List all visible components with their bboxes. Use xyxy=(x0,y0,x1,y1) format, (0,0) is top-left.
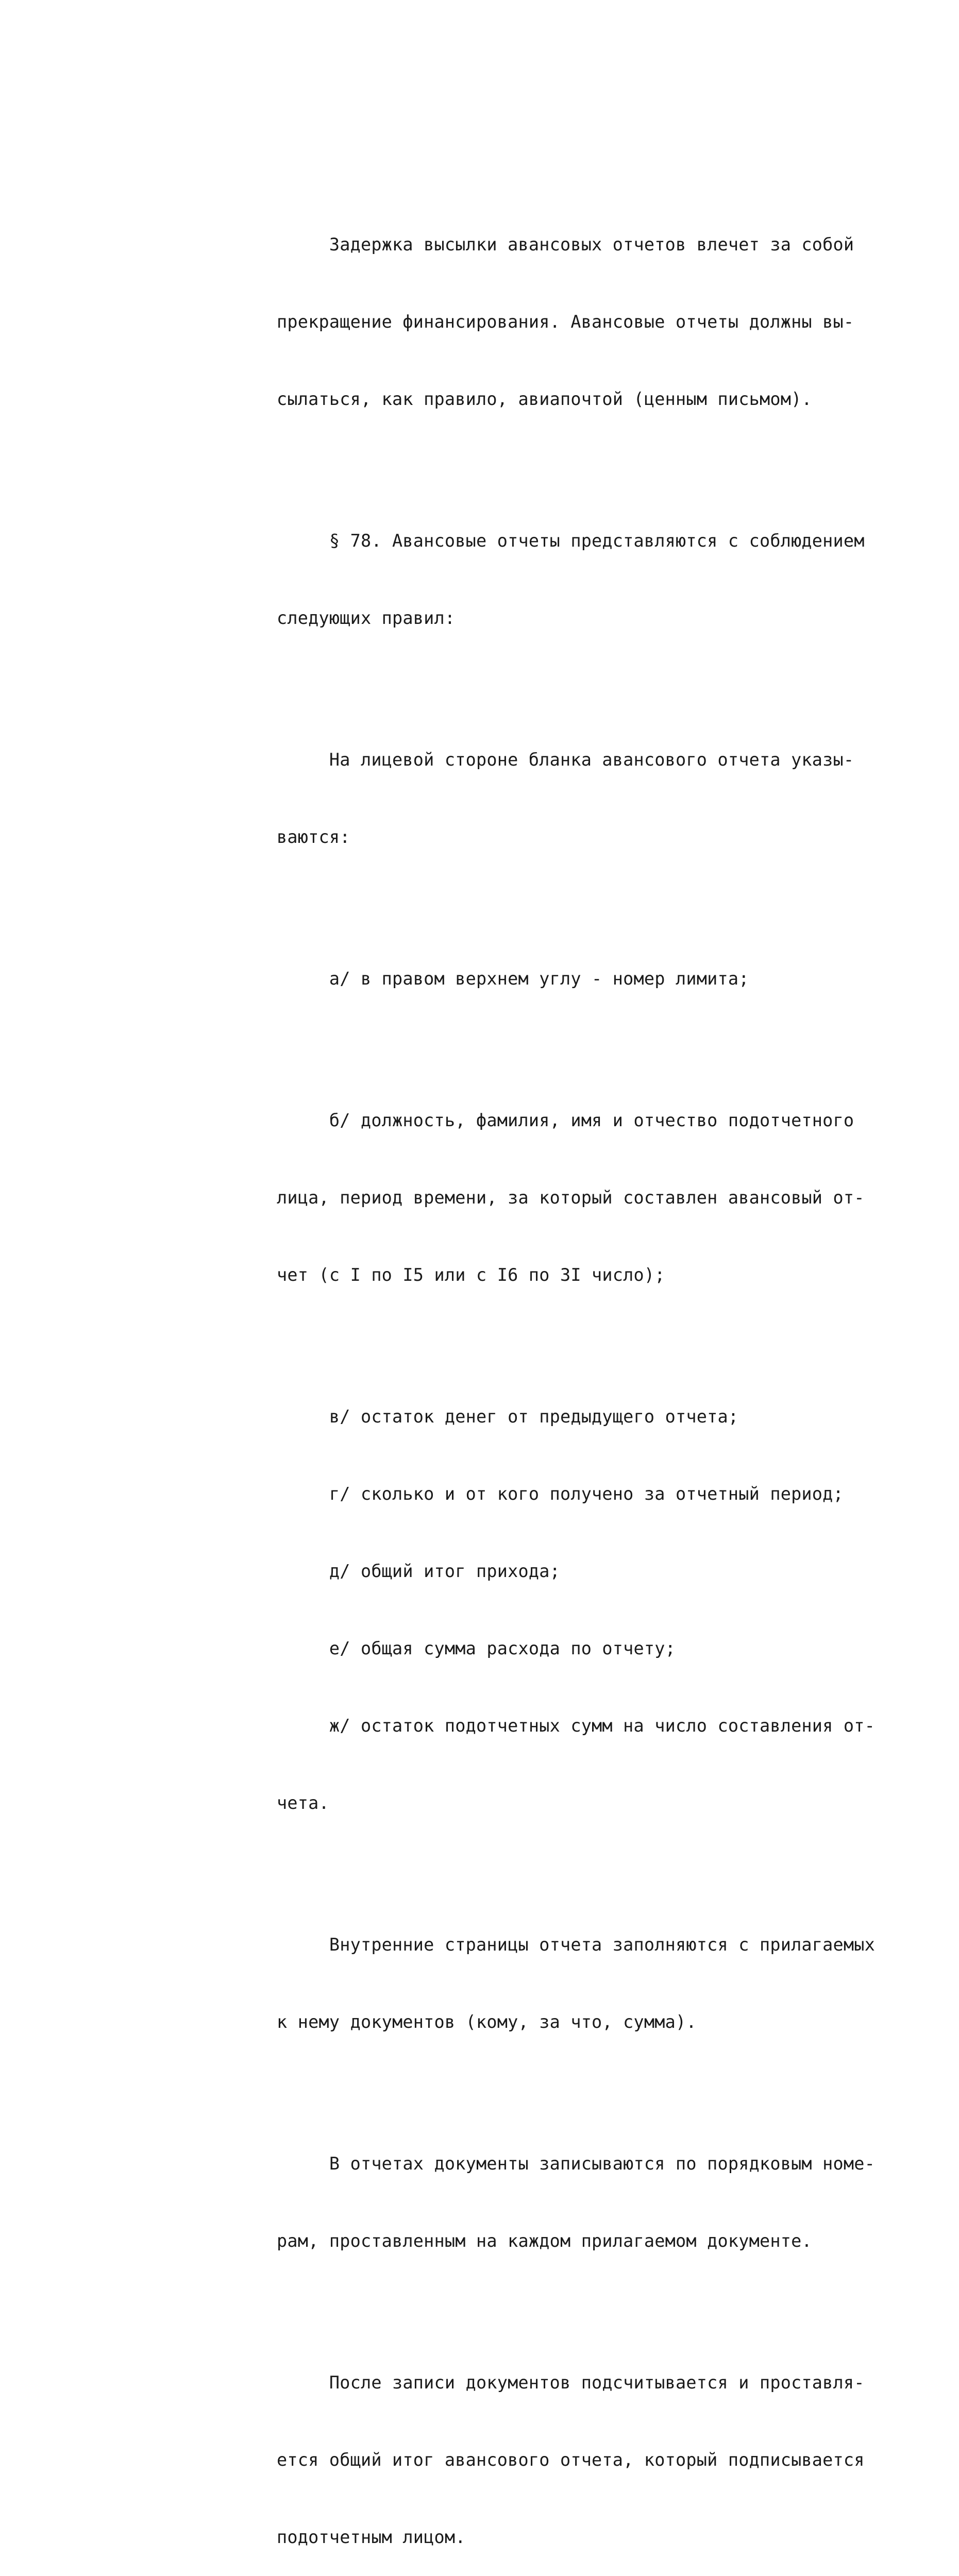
text-line: Внутренние страницы отчета заполняются с прилагаемых xyxy=(277,1935,876,1955)
text-line: лица, период времени, за который составлен авансовый от- xyxy=(277,1188,865,1208)
text-line: к нему документов (кому, за что, сумма). xyxy=(277,2012,697,2032)
paragraph-section-78 xyxy=(277,477,864,683)
text-line: ж/ остаток подотчетных сумм на число составления от- xyxy=(277,1716,876,1736)
text-line: После записи документов подсчитывается и проставля- xyxy=(277,2372,865,2393)
text-line: д/ общий итог прихода; xyxy=(277,1561,560,1581)
paragraph-inner-pages xyxy=(277,1880,876,2087)
document-body xyxy=(277,180,876,2576)
text-line: чета. xyxy=(277,1793,329,1813)
text-line: § 78. Авансовые отчеты представляются с соблюдением xyxy=(277,531,865,551)
text-line: прекращение финансирования. Авансовые отчеты должны вы- xyxy=(277,312,854,332)
list-item-a xyxy=(277,914,864,1043)
text-line: б/ должность, фамилия, имя и отчество подотчетного xyxy=(277,1110,854,1130)
text-line: в/ остаток денег от предыдущего отчета; xyxy=(277,1406,739,1427)
paragraph-front-side xyxy=(277,696,864,902)
text-line: е/ общая сумма расхода по отчету; xyxy=(277,1638,676,1658)
text-line: г/ сколько и от кого получено за отчетный период; xyxy=(277,1484,844,1504)
list-item-b xyxy=(277,1056,864,1340)
paragraph-total xyxy=(277,2318,864,2576)
list-items-v-to-zh xyxy=(277,1352,876,1868)
text-line: следующих правил: xyxy=(277,608,456,628)
text-line: В отчетах документы записываются по порядковым номе- xyxy=(277,2154,876,2174)
text-line: ваются: xyxy=(277,827,350,847)
text-line: На лицевой стороне бланка авансового отчета указы- xyxy=(277,750,854,770)
text-line: Задержка высылки авансовых отчетов влечет за собой xyxy=(277,234,854,255)
paragraph-advance-report-delay xyxy=(277,180,864,464)
paragraph-documents-numbering xyxy=(277,2099,876,2306)
text-line: сылаться, как правило, авиапочтой (ценным письмом). xyxy=(277,389,812,409)
text-line: чет (с I по I5 или с I6 по 3I число); xyxy=(277,1265,665,1285)
text-line: а/ в правом верхнем углу - номер лимита; xyxy=(277,969,749,989)
text-line: рам, проставленным на каждом прилагаемом документе. xyxy=(277,2231,812,2251)
text-line: подотчетным лицом. xyxy=(277,2527,466,2547)
text-line: ется общий итог авансового отчета, который подписывается xyxy=(277,2450,865,2470)
